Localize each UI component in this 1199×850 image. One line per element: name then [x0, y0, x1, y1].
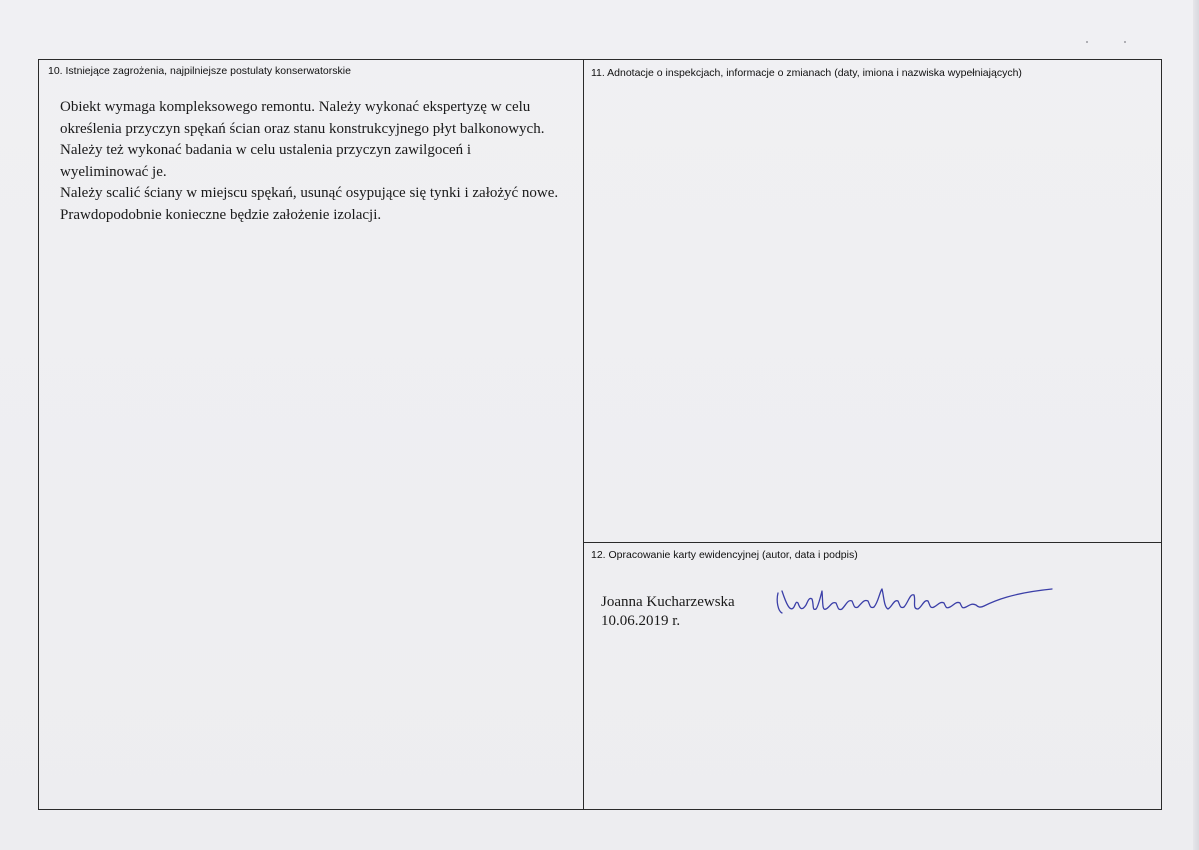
author-date: 10.06.2019 r. — [601, 613, 681, 629]
page-edge — [1193, 0, 1199, 850]
author-block — [601, 593, 735, 631]
author-name: Joanna Kucharzewska — [601, 594, 735, 610]
paper-speck — [1124, 41, 1126, 43]
column-divider — [583, 60, 584, 809]
section-10-label: 10. Istniejące zagrożenia, najpilniejsze postulaty konserwatorskie — [48, 65, 351, 77]
handwritten-signature — [772, 581, 1062, 623]
section-12-label: 12. Opracowanie karty ewidencyjnej (autor, data i podpis) — [591, 549, 858, 561]
row-divider — [583, 542, 1161, 543]
section-10-paragraph-1: Obiekt wymaga kompleksowego remontu. Należy wykonać ekspertyzę w celu określenia przyczyn spękań ścian oraz stanu konstrukcyjnego płyt balkonowych. Należy też wykonać badania w celu ustalenia przyczyn zawilgoceń i wyeliminować je. — [60, 99, 545, 180]
section-10-paragraph-2: Należy scalić ściany w miejscu spękań, usunąć osypujące się tynki i założyć nowe. Prawdopodobnie konieczne będzie założenie izolacji. — [60, 185, 559, 223]
paper-speck — [1086, 41, 1088, 43]
section-10-content — [60, 97, 560, 226]
form-frame — [38, 59, 1162, 810]
section-11-label: 11. Adnotacje o inspekcjach, informacje o zmianach (daty, imiona i nazwiska wypełniających) — [591, 67, 1022, 79]
